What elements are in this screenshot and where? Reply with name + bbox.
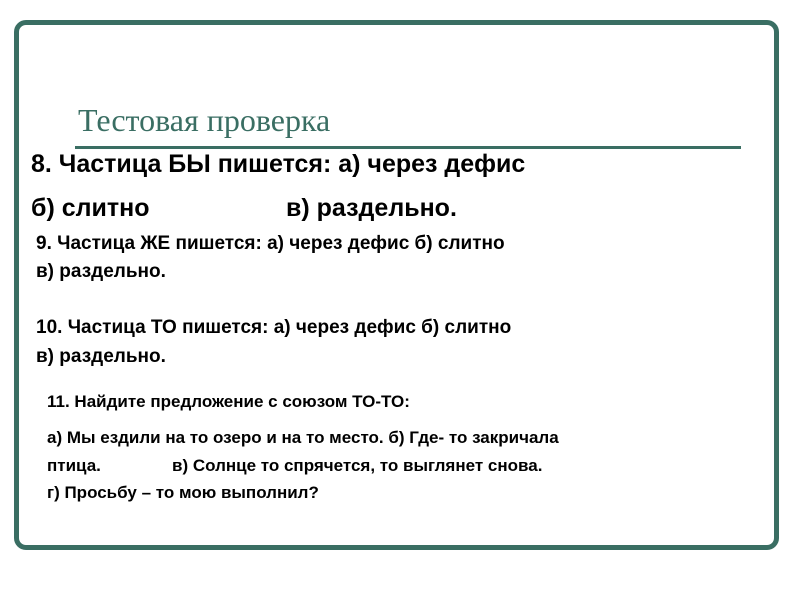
question-11-option-a-b: а) Мы ездили на то озеро и на то место. б) Где- то закричала [47, 428, 559, 447]
question-8-option-b: б) слитно [31, 194, 150, 222]
slide-title: Тестовая проверка [78, 102, 331, 138]
question-9-text: 9. Частица ЖЕ пишется: а) через дефис б) слитно [36, 233, 505, 254]
question-11-option-d: г) Просьбу – то мою выполнил? [47, 483, 319, 502]
question-9-option-c: в) раздельно. [36, 261, 166, 282]
question-10-text: 10. Частица ТО пишется: а) через дефис б) слитно [36, 317, 512, 338]
title-underline [75, 146, 741, 149]
question-10-option-c: в) раздельно. [36, 346, 166, 367]
question-11-option-c: в) Солнце то спрячется, то выглянет снова. [172, 456, 543, 475]
question-8-option-c: в) раздельно. [286, 194, 457, 222]
question-11-option-b-end: птица. [47, 456, 101, 475]
question-11-heading: 11. Найдите предложение с союзом ТО-ТО: [47, 392, 410, 411]
question-8-text: 8. Частица БЫ пишется: а) через дефис [31, 150, 526, 178]
